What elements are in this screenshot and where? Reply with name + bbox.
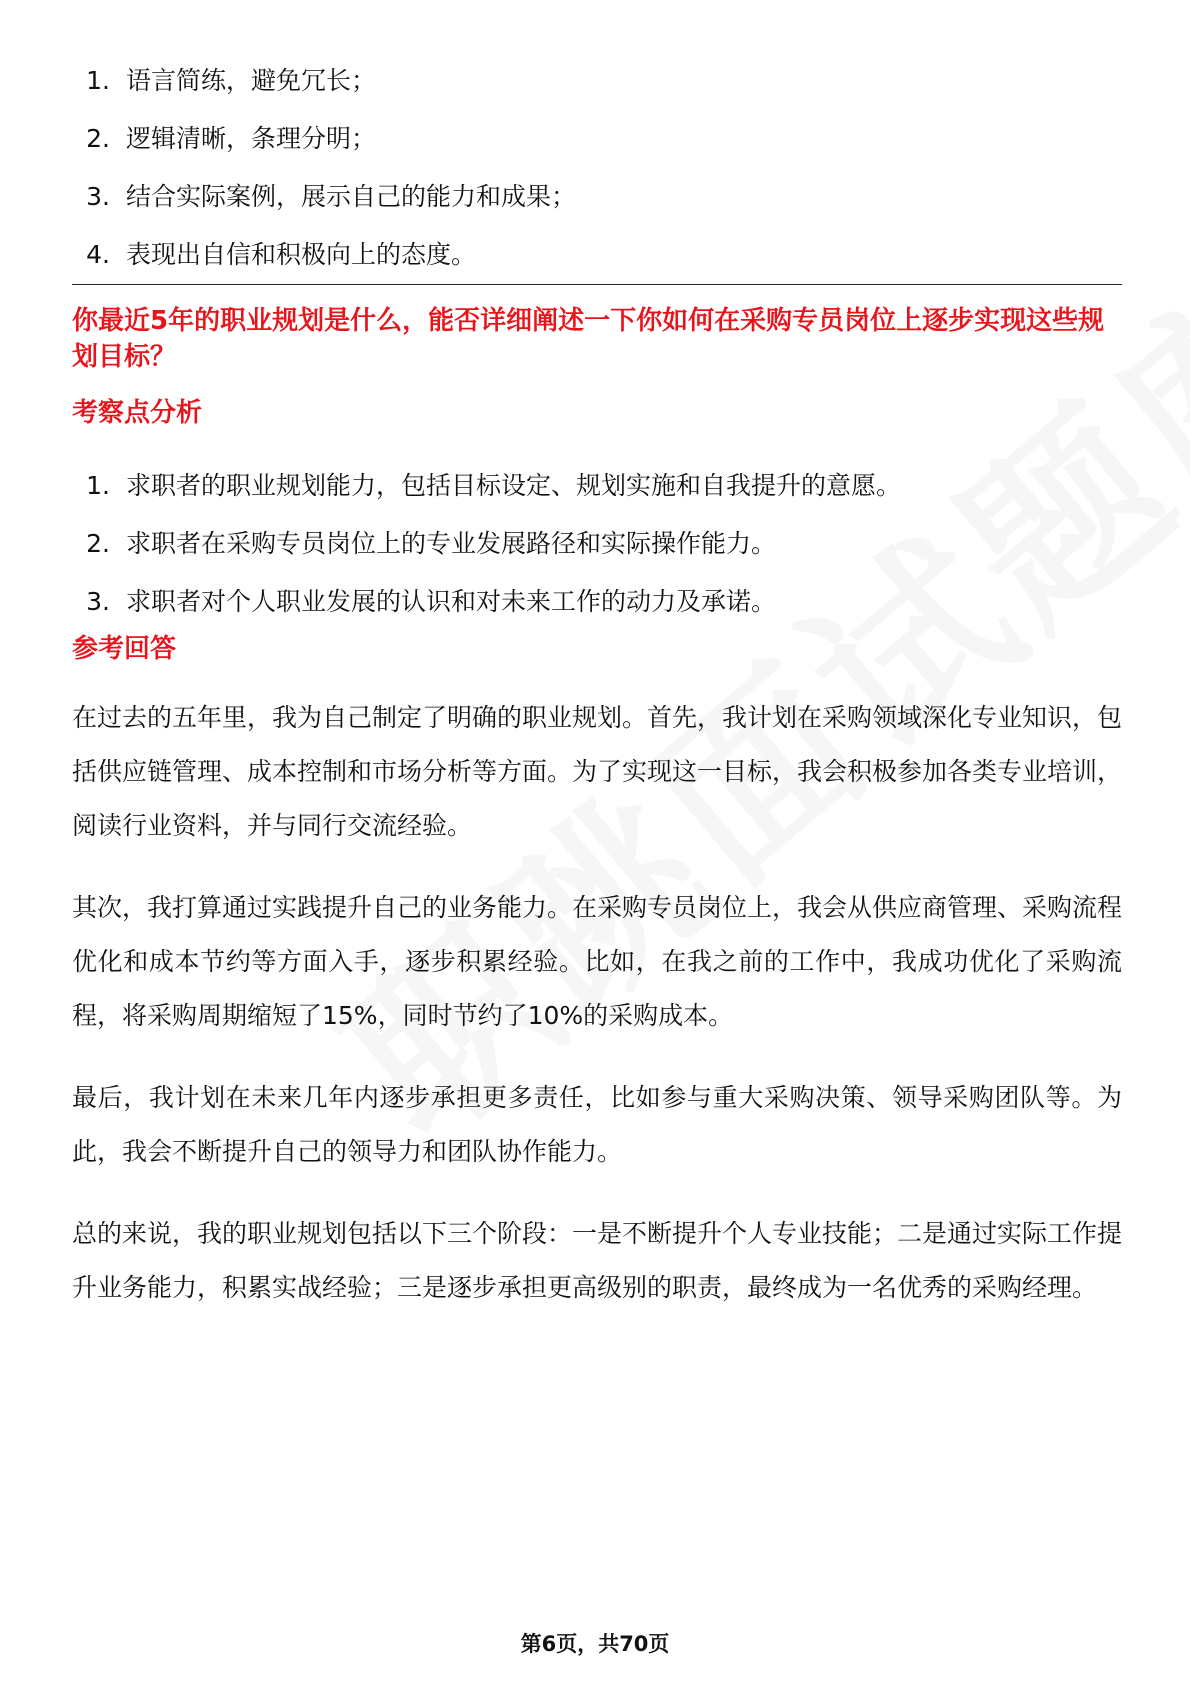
list-number: 1. <box>86 471 110 500</box>
list-item <box>72 110 1122 168</box>
analysis-title: 考察点分析 <box>72 398 203 428</box>
page-footer: 第6页，共70页 <box>520 1632 670 1656</box>
list-item <box>72 573 1122 631</box>
list-number: 2. <box>86 529 110 558</box>
list-number: 1. <box>86 66 110 95</box>
list-text: 表现出自信和积极向上的态度。 <box>126 240 477 269</box>
answer-paragraph: 最后，我计划在未来几年内逐步承担更多责任，比如参与重大采购决策、领导采购团队等。为此，我会不断提升自己的领导力和团队协作能力。 <box>72 1083 1122 1166</box>
list-text: 求职者的职业规划能力，包括目标设定、规划实施和自我提升的意愿。 <box>126 471 902 500</box>
list-number: 4. <box>86 240 110 269</box>
analysis-list <box>72 457 1122 631</box>
list-number: 3. <box>86 182 110 211</box>
list-item <box>72 457 1122 515</box>
tips-list <box>72 52 1122 284</box>
answer-title: 参考回答 <box>72 634 177 664</box>
list-item <box>72 226 1122 284</box>
list-text: 求职者在采购专员岗位上的专业发展路径和实际操作能力。 <box>126 529 777 558</box>
answer-paragraph: 其次，我打算通过实践提升自己的业务能力。在采购专员岗位上，我会从供应商管理、采购流程优化和成本节约等方面入手，逐步积累经验。比如，在我之前的工作中，我成功优化了采购流程，将采购周期缩短了15%，同时节约了10%的采购成本。 <box>72 893 1123 1030</box>
list-item <box>72 168 1122 226</box>
list-item <box>72 515 1122 573</box>
answer-paragraph: 总的来说，我的职业规划包括以下三个阶段：一是不断提升个人专业技能；二是通过实际工作提升业务能力，积累实战经验；三是逐步承担更高级别的职责，最终成为一名优秀的采购经理。 <box>72 1219 1123 1302</box>
question-heading: 你最近5年的职业规划是什么，能否详细阐述一下你如何在采购专员岗位上逐步实现这些规划目标？ <box>72 306 1105 372</box>
section-divider <box>72 284 1122 285</box>
list-number: 2. <box>86 124 110 153</box>
page-content <box>72 52 1122 1343</box>
list-item <box>72 52 1122 110</box>
answer-paragraph: 在过去的五年里，我为自己制定了明确的职业规划。首先，我计划在采购领域深化专业知识，包括供应链管理、成本控制和市场分析等方面。为了实现这一目标，我会积极参加各类专业培训，阅读行业资料，并与同行交流经验。 <box>72 703 1123 840</box>
list-number: 3. <box>86 587 110 616</box>
list-text: 结合实际案例，展示自己的能力和成果； <box>126 182 577 211</box>
list-text: 求职者对个人职业发展的认识和对未来工作的动力及承诺。 <box>126 587 777 616</box>
list-text: 语言简练，避免冗长； <box>126 66 377 95</box>
list-text: 逻辑清晰，条理分明； <box>126 124 377 153</box>
